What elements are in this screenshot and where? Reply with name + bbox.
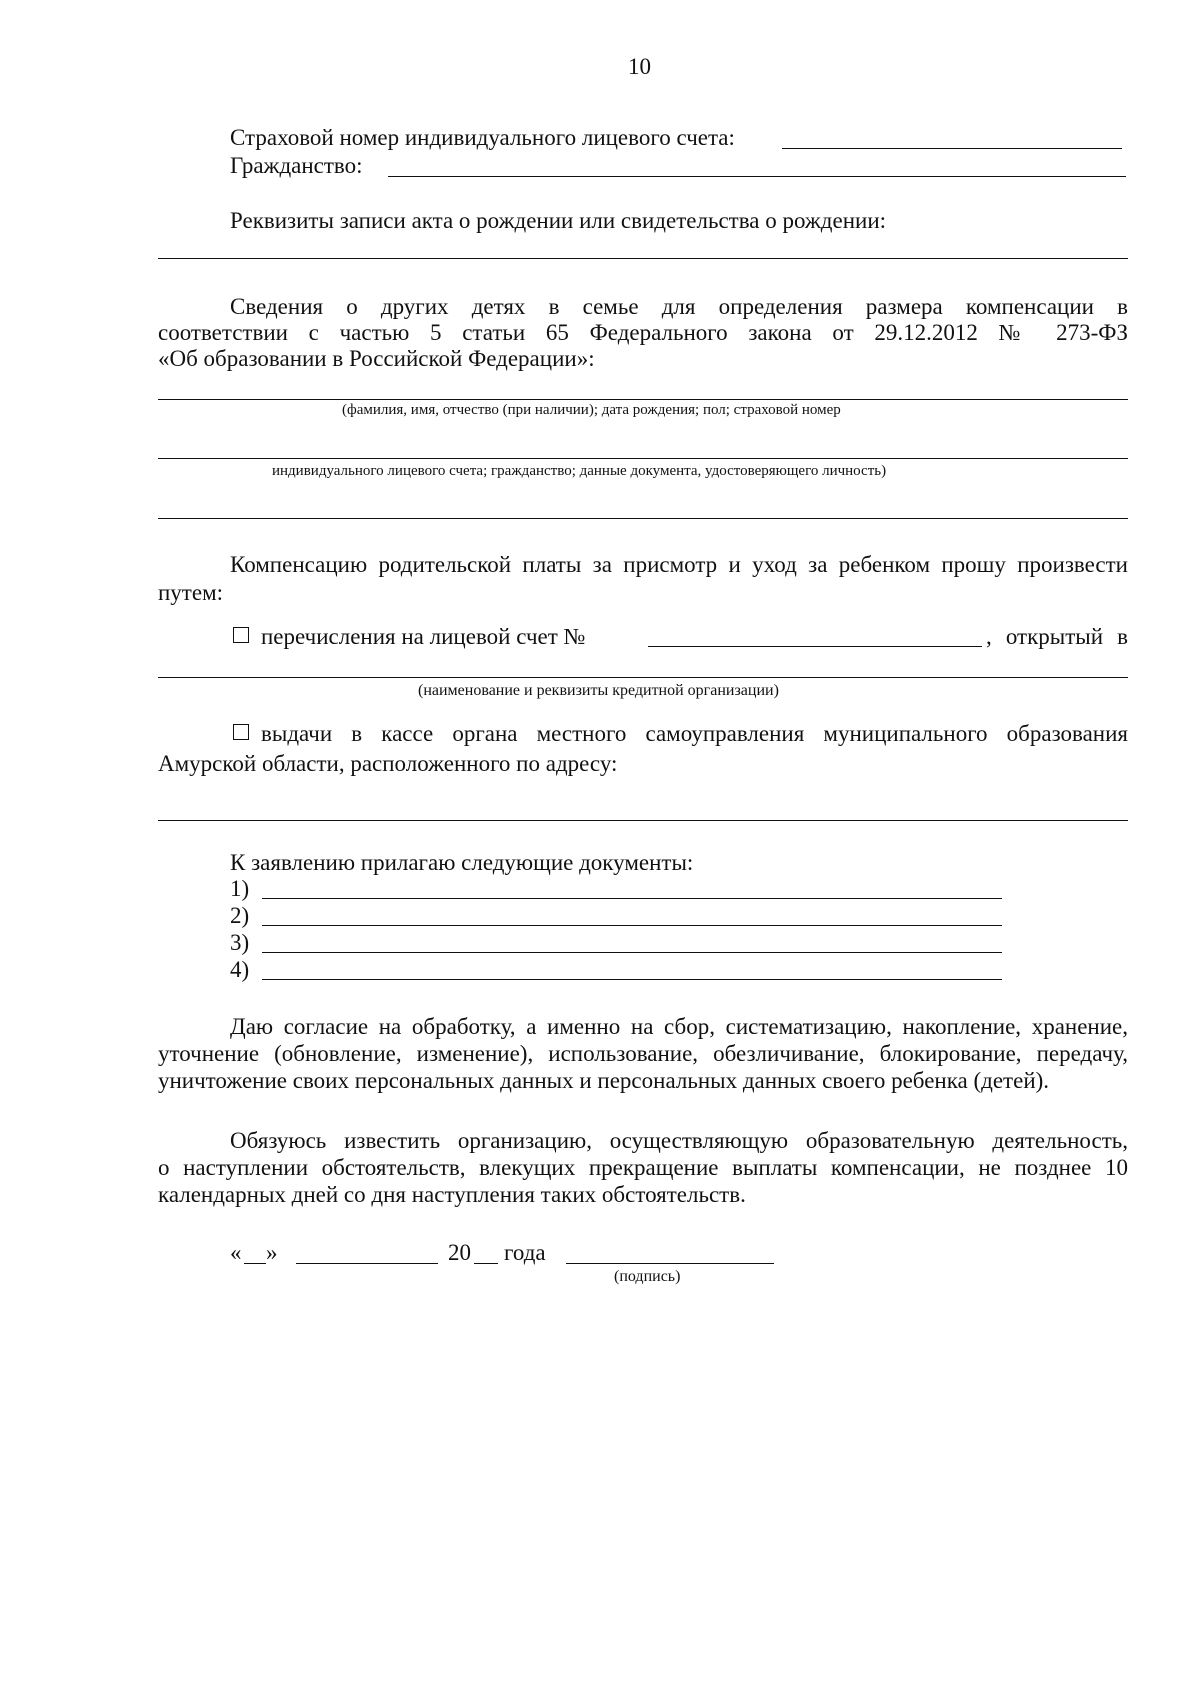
date-open-quote: « [230,1240,242,1265]
option-transfer-label: перечисления на лицевой счет № [261,624,586,649]
citizenship-label: Гражданство: [230,153,363,178]
address-input-line[interactable] [158,820,1128,821]
obligation-line2: о наступлении обстоятельств, влекущих прекращение выплаты компенсации, не позднее 10 [158,1155,1128,1180]
birth-record-input-line[interactable] [158,258,1128,259]
option-transfer [233,624,585,650]
other-children-caption2: индивидуального лицевого счета; гражданство; данные документа, удостоверяющего личность) [272,463,887,479]
date-year-input-line[interactable] [474,1263,498,1264]
consent-line3: уничтожение своих персональных данных и персональных данных своего ребенка (детей). [158,1068,1050,1093]
attachment-item-3-input-line[interactable] [262,952,1002,953]
bank-caption: (наименование и реквизиты кредитной организации) [418,682,779,699]
other-children-caption1: (фамилия, имя, отчество (при наличии); дата рождения; пол; страховой номер [342,402,841,418]
option-transfer-suffix: , открытый в [986,624,1128,649]
attachment-item-1-number: 1) [230,876,250,901]
obligation-line3: календарных дней со дня наступления таких обстоятельств. [158,1182,746,1207]
obligation-line1: Обязуюсь известить организацию, осуществляющую образовательную деятельность, [230,1128,1128,1153]
date-close-quote: » [266,1240,278,1265]
snils-input-line[interactable] [782,148,1122,149]
attachment-item-2-number: 2) [230,903,250,928]
payment-intro-line1: Компенсацию родительской платы за присмотр и уход за ребенком прошу произвести [230,552,1128,577]
option-cash-label-line2: Амурской области, расположенного по адресу: [158,751,618,776]
date-year-suffix: года [504,1240,546,1265]
date-month-input-line[interactable] [296,1263,438,1264]
page-number: 10 [628,54,651,79]
other-children-input-line3[interactable] [158,518,1128,519]
consent-line1: Даю согласие на обработку, а именно на сбор, систематизацию, накопление, хранение, [230,1014,1128,1039]
option-cash-label-line1: выдачи в кассе органа местного самоуправления муниципального образования [261,721,1128,746]
date-year-prefix: 20 [448,1240,471,1265]
bank-name-input-line[interactable] [158,677,1128,678]
signature-input-line[interactable] [566,1263,774,1264]
other-children-text-line3: «Об образовании в Российской Федерации»: [158,346,595,371]
attachment-item-2-input-line[interactable] [262,925,1002,926]
attachment-item-4-input-line[interactable] [262,979,1002,980]
snils-label: Страховой номер индивидуального лицевого счета: [230,125,735,150]
consent-line2: уточнение (обновление, изменение), использование, обезличивание, блокирование, передачу, [158,1041,1128,1066]
payment-intro-line2: путем: [158,580,224,605]
cash-checkbox[interactable] [233,724,249,740]
signature-caption: (подпись) [614,1268,681,1285]
attachment-item-3-number: 3) [230,930,250,955]
transfer-checkbox[interactable] [233,627,249,643]
other-children-input-line1[interactable] [158,399,1128,400]
birth-record-label: Реквизиты записи акта о рождении или свидетельства о рождении: [230,208,887,233]
date-day-input-line[interactable] [244,1263,266,1264]
other-children-input-line2[interactable] [158,458,1128,459]
other-children-text-line2: соответствии с частью 5 статьи 65 Федерального закона от 29.12.2012 № 273-ФЗ [158,320,1128,345]
citizenship-input-line[interactable] [388,176,1126,177]
other-children-text-line1: Сведения о других детях в семье для определения размера компенсации в [230,294,1128,319]
account-number-input-line[interactable] [648,646,982,647]
attachment-item-4-number: 4) [230,957,250,982]
attachments-title: К заявлению прилагаю следующие документы: [230,850,694,875]
option-cash [233,721,1128,747]
attachment-item-1-input-line[interactable] [262,898,1002,899]
